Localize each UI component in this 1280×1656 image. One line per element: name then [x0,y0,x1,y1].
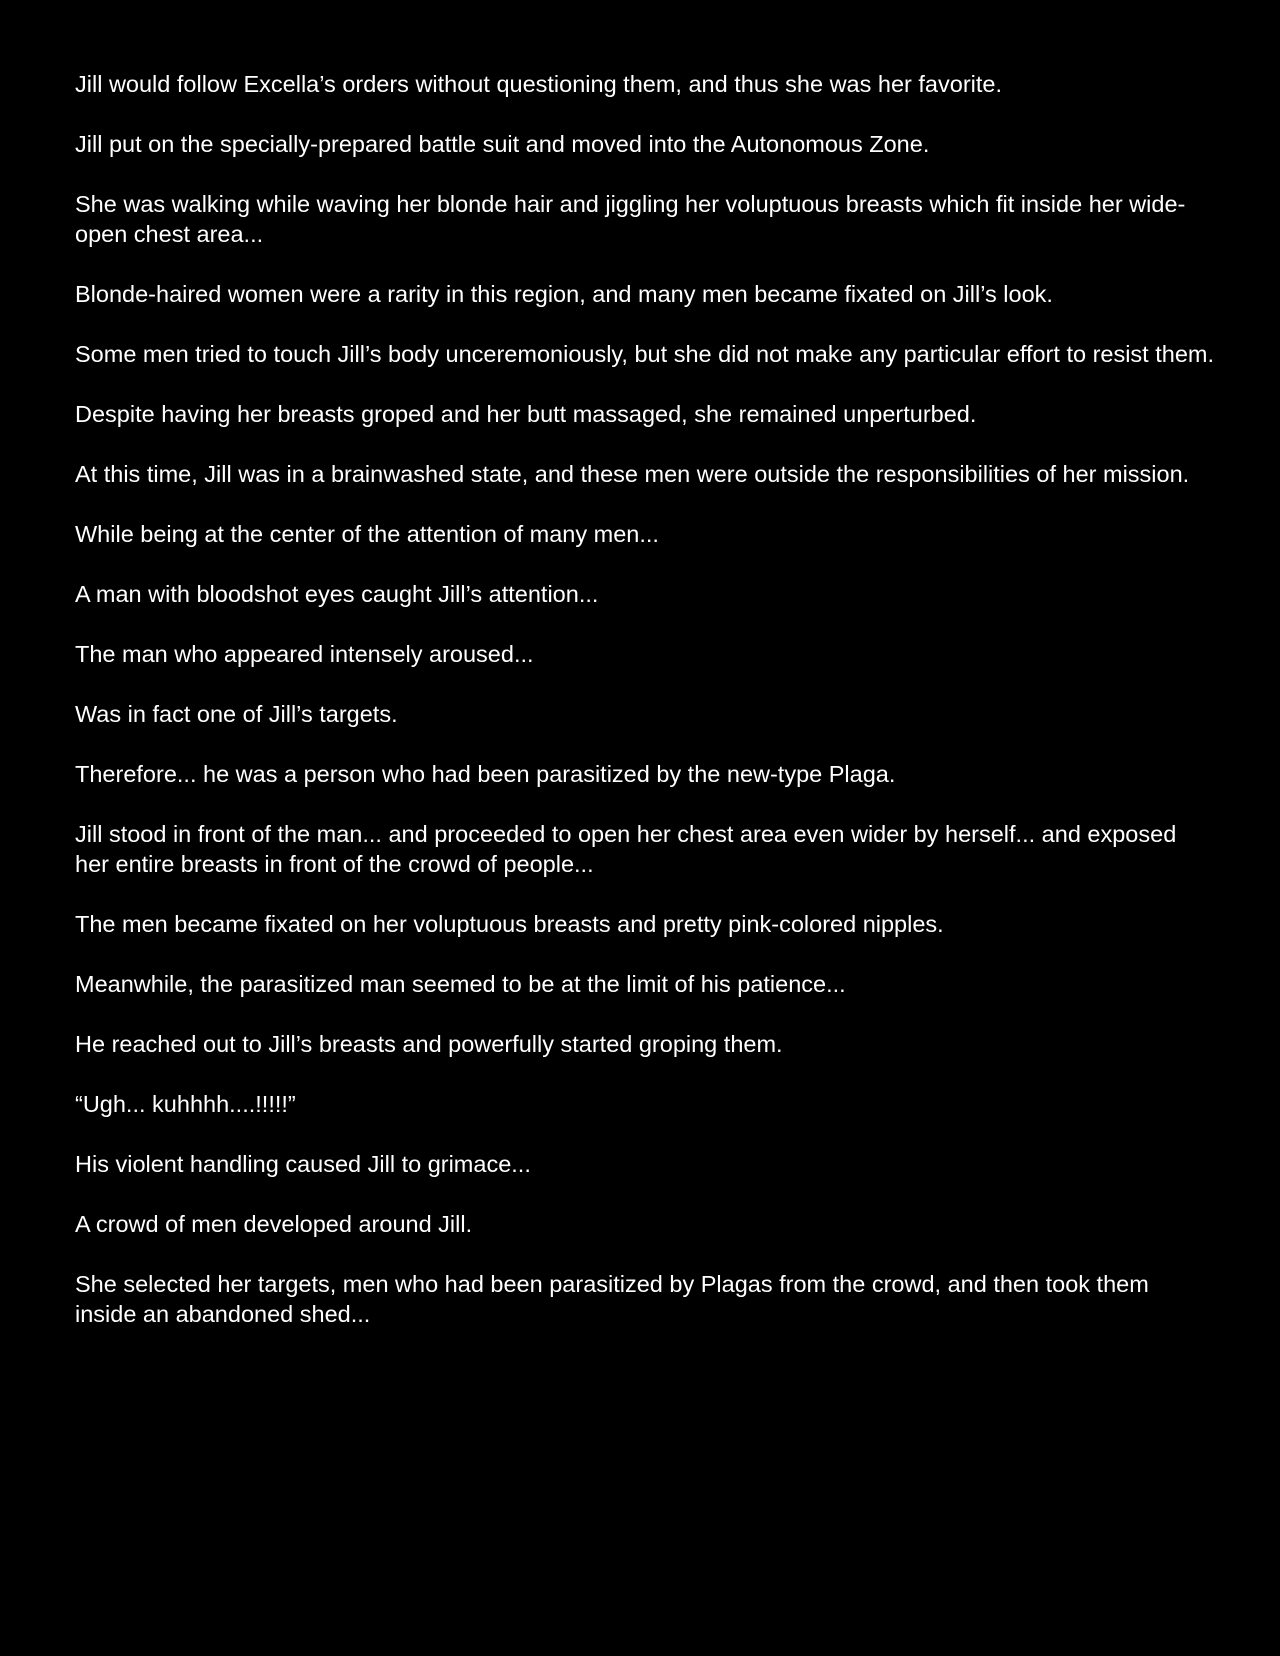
paragraph: Jill would follow Excella’s orders without questioning them, and thus she was her favorite. [75,71,1002,97]
story-text [75,69,1215,1359]
paragraph: The men became fixated on her voluptuous breasts and pretty pink-colored nipples. [75,911,944,937]
paragraph: She selected her targets, men who had been parasitized by Plagas from the crowd, and then took them inside an abandoned shed... [75,1271,1149,1327]
paragraph: “Ugh... kuhhhh....!!!!!” [75,1091,296,1117]
paragraph: The man who appeared intensely aroused... [75,641,534,667]
paragraph: She was walking while waving her blonde hair and jiggling her voluptuous breasts which fit inside her wide-open chest area... [75,191,1186,247]
paragraph: Despite having her breasts groped and her butt massaged, she remained unperturbed. [75,401,977,427]
paragraph: Therefore... he was a person who had been parasitized by the new-type Plaga. [75,761,896,787]
paragraph: Some men tried to touch Jill’s body unceremoniously, but she did not make any particular effort to resist them. [75,341,1215,367]
paragraph: He reached out to Jill’s breasts and powerfully started groping them. [75,1031,783,1057]
paragraph: Was in fact one of Jill’s targets. [75,701,398,727]
paragraph: While being at the center of the attention of many men... [75,521,659,547]
paragraph: A man with bloodshot eyes caught Jill’s attention... [75,581,599,607]
paragraph: Blonde-haired women were a rarity in this region, and many men became fixated on Jill’s look. [75,281,1053,307]
paragraph: Jill put on the specially-prepared battle suit and moved into the Autonomous Zone. [75,131,930,157]
paragraph: A crowd of men developed around Jill. [75,1211,473,1237]
paragraph: At this time, Jill was in a brainwashed state, and these men were outside the responsibilities of her mission. [75,461,1190,487]
paragraph: His violent handling caused Jill to grimace... [75,1151,531,1177]
paragraph: Meanwhile, the parasitized man seemed to be at the limit of his patience... [75,971,846,997]
paragraph: Jill stood in front of the man... and proceeded to open her chest area even wider by herself... and exposed her entire breasts in front of the crowd of people... [75,821,1177,877]
